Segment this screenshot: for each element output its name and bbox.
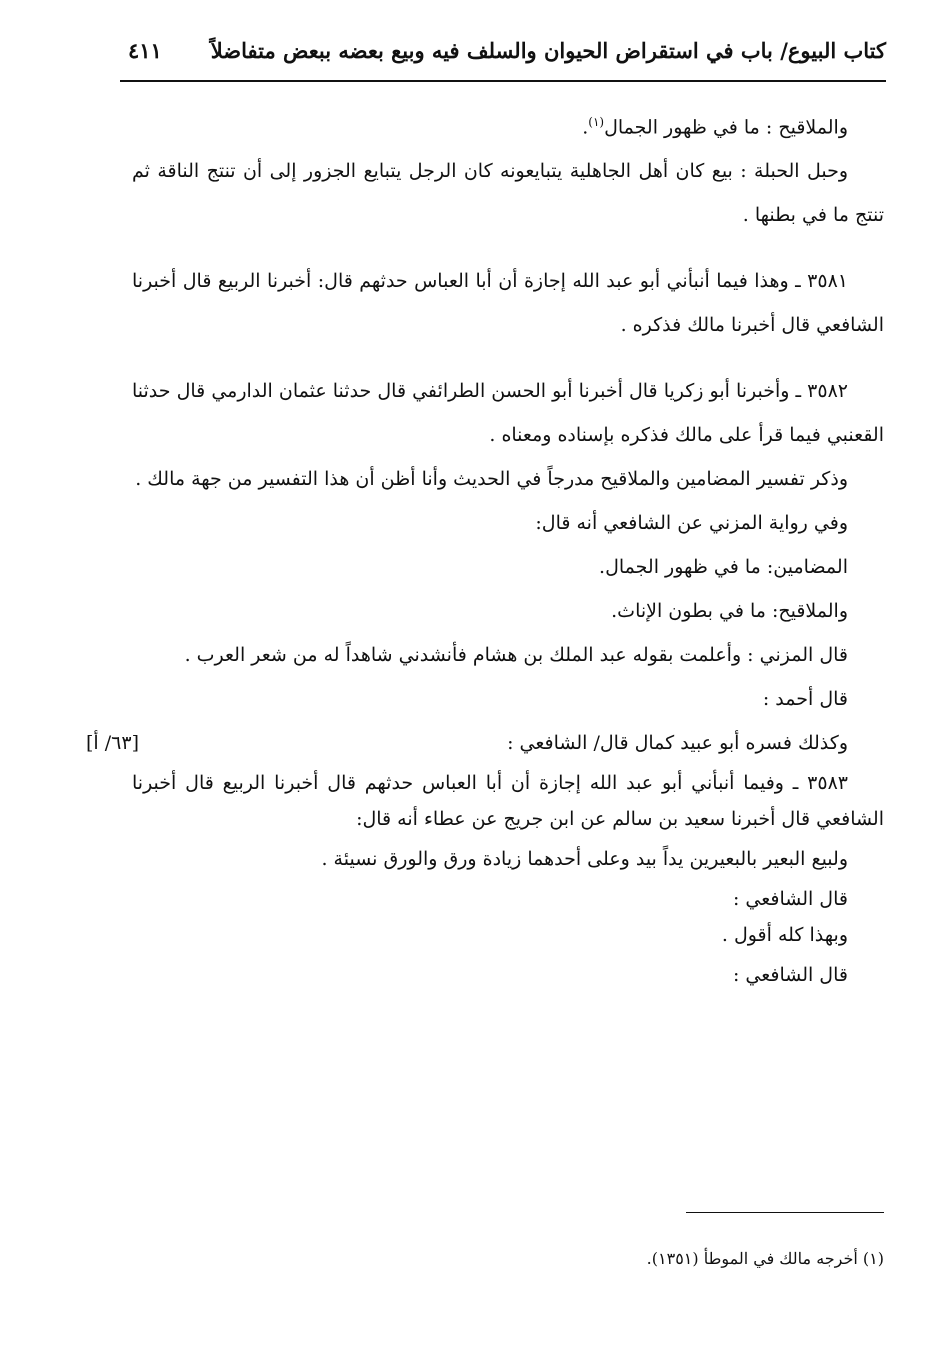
running-title: كتاب البيوع/ باب في استقراض الحيوان والسلف فيه وبيع بعضه ببعض متفاضلاً [210,38,886,63]
hadith-3581: ٣٥٨١ ـ وهذا فيما أنبأني أبو عبد الله إجازة أن أبا العباس حدثهم قال: أخبرنا الربيع قال أخبرنا الشافعي قال أخبرنا مالك فذكره . [132,270,884,337]
paragraph-2: وحبل الحبلة : بيع كان أهل الجاهلية يتبايعونه كان الرجل يتبايع الجزور إلى أن تنتج الناقة ثم تنتج ما في بطنها . [132,160,884,227]
paragraph-13: ولبيع البعير بالبعيرين يداً بيد وعلى أحدهما زيادة ورق والورق نسيئة . [321,848,848,871]
paragraph-1 [132,100,884,149]
paragraph-14: قال الشافعي : [732,888,848,911]
manuscript-folio-marker: [٦٣/ أ] [86,732,139,755]
paragraph-15: وبهذا كله أقول . [721,924,848,947]
paragraph-6: وفي رواية المزني عن الشافعي أنه قال: [535,512,848,535]
paragraph-1-period: . [582,116,589,139]
paragraph-8: والملاقيح: ما في بطون الإناث. [611,600,848,623]
paragraph-5: وذكر تفسير المضامين والملاقيح مدرجاً في الحديث وأنا أظن أن هذا التفسير من جهة مالك . [135,468,848,491]
main-text [86,100,884,997]
paragraph-11 [86,721,884,765]
paragraph-11-text: وكذلك فسره أبو عبيد كمال قال/ الشافعي : [507,732,848,755]
paragraph-9: قال المزني : وأعلمت بقوله عبد الملك بن هشام فأنشدني شاهداً له من شعر العرب . [184,644,848,667]
paragraph-7: المضامين: ما في ظهور الجمال. [599,556,848,579]
hadith-3583: ٣٥٨٣ ـ وفيما أنبأني أبو عبد الله إجازة أن أبا العباس حدثهم قال أخبرنا الربيع قال أخبرنا الشافعي قال أخبرنا سعيد بن سالم عن ابن جريج عن عطاء أنه قال: [132,772,884,831]
footnote-reference: (١) [588,115,605,129]
footnote: (١) أخرجه مالك في الموطأ (١٣٥١). [646,1249,884,1268]
page-number: ٤١١ [128,38,162,63]
hadith-3582: ٣٥٨٢ ـ وأخبرنا أبو زكريا قال أخبرنا أبو الحسن الطرائفي قال حدثنا عثمان الدارمي قال حدثنا القعنبي فيما قرأ على مالك فذكره بإسناده ومعناه . [132,380,884,447]
paragraph-10: قال أحمد : [762,688,848,711]
page-header [120,34,886,78]
footnote-rule [686,1212,884,1213]
header-rule [120,80,886,82]
paragraph-1-text: والملاقيح : ما في ظهور الجمال [604,116,848,139]
paragraph-16: قال الشافعي : [732,964,848,987]
